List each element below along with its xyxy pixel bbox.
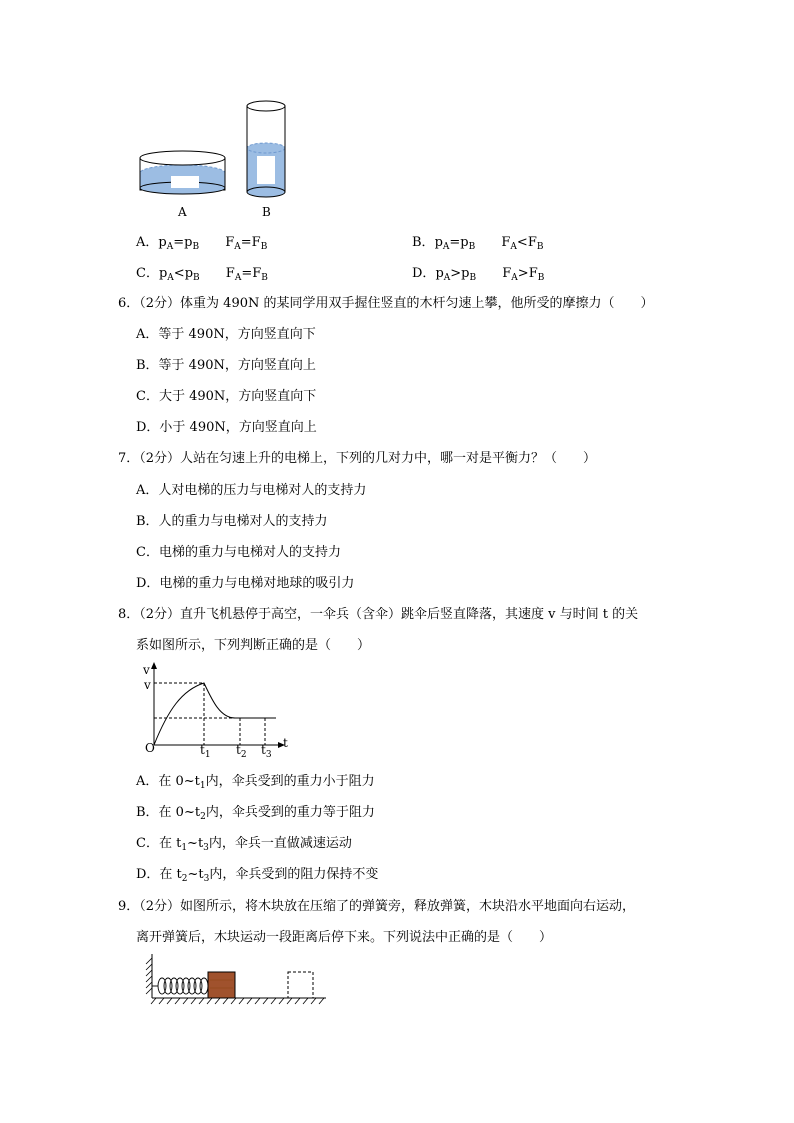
q6-option-c: C．大于 490N，方向竖直向下 xyxy=(136,389,317,404)
q7-option-b: B．人的重力与电梯对人的支持力 xyxy=(136,514,328,529)
q6-option-a: A．等于 490N，方向竖直向下 xyxy=(136,327,316,342)
q7-option-d: D．电梯的重力与电梯对地球的吸引力 xyxy=(136,576,355,591)
graph-origin: O xyxy=(145,741,155,755)
q8-option-a: A．在 $0\sim t_1$内，伞兵受到的重力小于阻力 xyxy=(136,774,375,791)
q5-option-c: C．$p_A<p_B$ $F_A=F_B$ xyxy=(136,266,268,283)
q6-stem: 6．（2分）体重为 490N 的某同学用双手握住竖直的木杆匀速上攀，他所受的摩擦力（ ） xyxy=(118,296,654,311)
spring xyxy=(152,978,208,994)
q5-option-a: A．$p_A=p_B$ $F_A=F_B$ xyxy=(136,235,268,252)
container-a xyxy=(140,151,225,194)
label-b: B xyxy=(262,205,271,219)
graph-t2: $t_2$ xyxy=(236,743,247,760)
containers-figure xyxy=(135,98,295,208)
velocity-curve xyxy=(154,683,276,745)
wood-block xyxy=(208,972,235,998)
q7-stem: 7．（2分）人站在匀速上升的电梯上，下列的几对力中，哪一对是平衡力？（ ） xyxy=(118,451,597,466)
block-final-position xyxy=(288,972,313,998)
q8-stem-line2: 系如图所示，下列判断正确的是（ ） xyxy=(136,638,371,653)
q6-option-b: B．等于 490N，方向竖直向上 xyxy=(136,358,316,373)
graph-y-tick: v xyxy=(144,678,151,692)
q6-option-d: D．小于 490N，方向竖直向上 xyxy=(136,420,317,435)
q9-stem-line1: 9．（2分）如图所示，将木块放在压缩了的弹簧旁，释放弹簧，木块沿水平地面向右运动， xyxy=(118,899,636,914)
q8-option-c: C．在 $t_1\sim t_3$内，伞兵一直做减速运动 xyxy=(136,836,352,853)
container-b xyxy=(247,101,285,197)
graph-y-label: v xyxy=(143,663,150,677)
q8-option-b: B．在 $0\sim t_2$内，伞兵受到的重力等于阻力 xyxy=(136,805,375,822)
graph-t1: $t_1$ xyxy=(200,743,211,760)
q5-option-d: D．$p_A>p_B$ $F_A>F_B$ xyxy=(412,266,545,283)
q5-option-b: B．$p_A=p_B$ $F_A<F_B$ xyxy=(412,235,544,252)
q8-option-d: D．在 $t_2\sim t_3$内，伞兵受到的阻力保持不变 xyxy=(136,867,379,884)
q9-stem-line2: 离开弹簧后，木块运动一段距离后停下来。下列说法中正确的是（ ） xyxy=(136,930,553,945)
graph-t3: $t_3$ xyxy=(261,743,272,760)
spring-block-figure xyxy=(140,952,330,1007)
q8-stem-line1: 8．（2分）直升飞机悬停于高空，一伞兵（含伞）跳伞后竖直降落，其速度 v 与时间 t 的关 xyxy=(118,607,639,622)
label-a: A xyxy=(178,205,187,219)
graph-x-label: t xyxy=(283,736,288,750)
q7-option-c: C．电梯的重力与电梯对人的支持力 xyxy=(136,545,341,560)
velocity-time-graph xyxy=(140,660,300,760)
y-arrow xyxy=(151,662,157,669)
q7-option-a: A．人对电梯的压力与电梯对人的支持力 xyxy=(136,483,367,498)
